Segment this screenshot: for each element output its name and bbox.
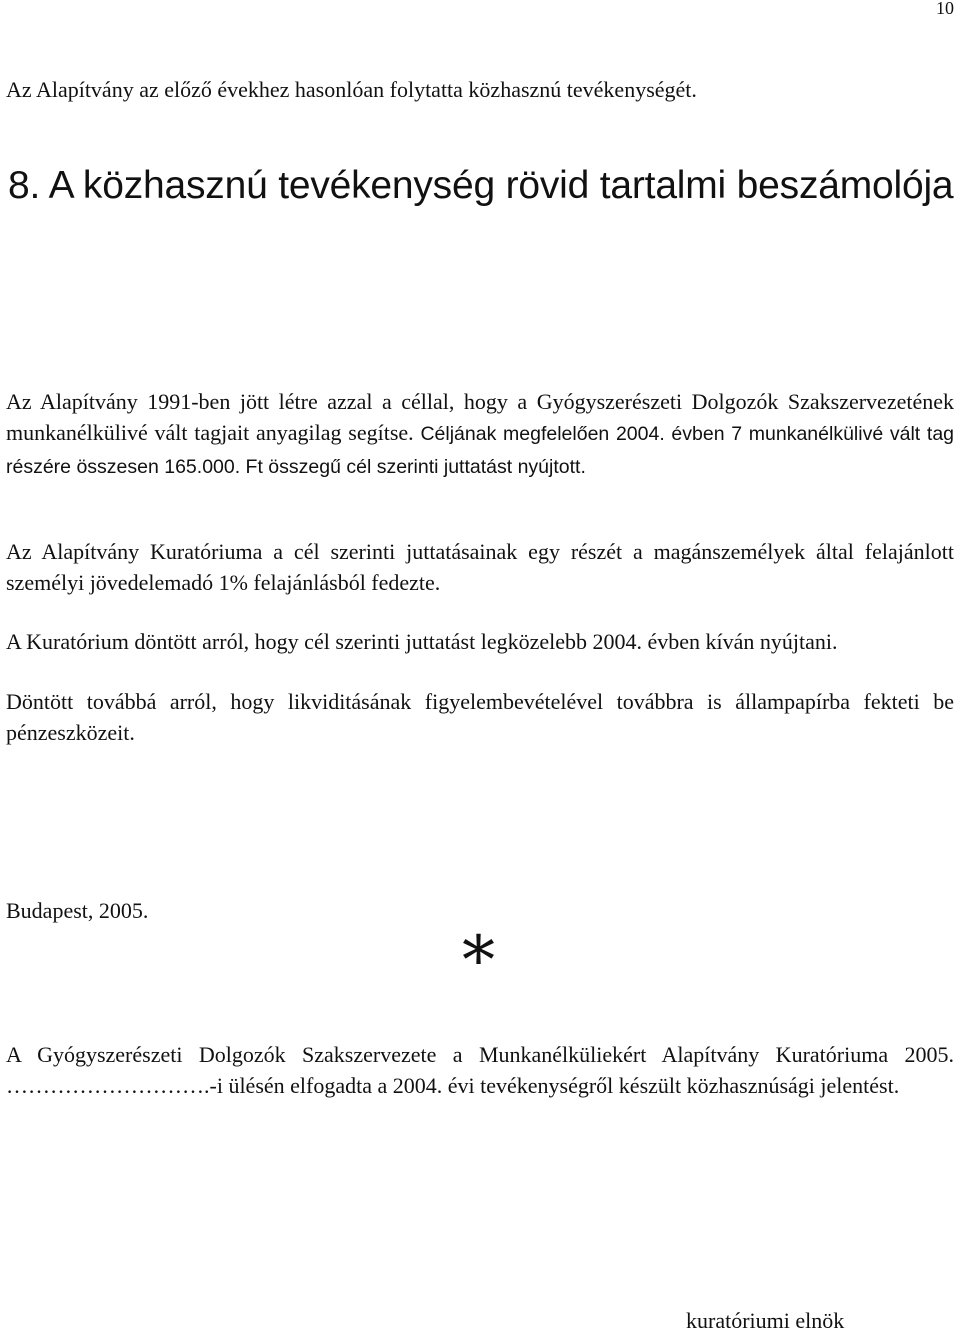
- paragraph-foundation-purpose-text: Az Alapítvány 1991-ben jött létre azzal a céllal, hogy a Gyógyszerészeti Dolgozók Szakszervezetének munkanélkülivé vált tagjait anyagilag segítse.: [6, 389, 954, 445]
- signature-label: kuratóriumi elnök: [686, 1308, 845, 1333]
- place-date: Budapest, 2005.: [6, 898, 149, 923]
- paragraph-board-decision: A Kuratórium döntött arról, hogy cél szerinti juttatást legközelebb 2004. évben kíván nyújtani.: [6, 629, 838, 654]
- page-number: 10: [936, 0, 954, 18]
- paragraph-intro: Az Alapítvány az előző évekhez hasonlóan folytatta közhasznú tevékenységét.: [6, 77, 697, 102]
- section-heading: 8. A közhasznú tevékenység rövid tartalmi beszámolója: [8, 164, 954, 207]
- paragraph-funding: Az Alapítvány Kuratóriuma a cél szerinti juttatásainak egy részét a magánszemélyek által felajánlott személyi jövedelemadó 1% felajánlásból fedezte.: [6, 539, 954, 595]
- paragraph-investment: Döntött továbbá arról, hogy likviditásának figyelembevételével továbbra is állampapírba fekteti be pénzeszközeit.: [6, 689, 954, 745]
- paragraph-foundation-purpose-continuation: Céljának megfelelően 2004. évben 7 munkanélkülivé vált tag részére összesen 165.000. Ft összegű cél szerinti juttatást nyújtott.: [6, 423, 955, 478]
- paragraph-foundation-purpose: [6, 386, 954, 483]
- asterisk-mark: *: [462, 922, 495, 999]
- paragraph-approval: A Gyógyszerészeti Dolgozók Szakszervezete a Munkanélküliekért Alapítvány Kuratóriuma 2005. ……………………….-i ülésén elfogadta a 2004. évi tevékenységről készült közhasznúsági jelentést.: [6, 1042, 954, 1098]
